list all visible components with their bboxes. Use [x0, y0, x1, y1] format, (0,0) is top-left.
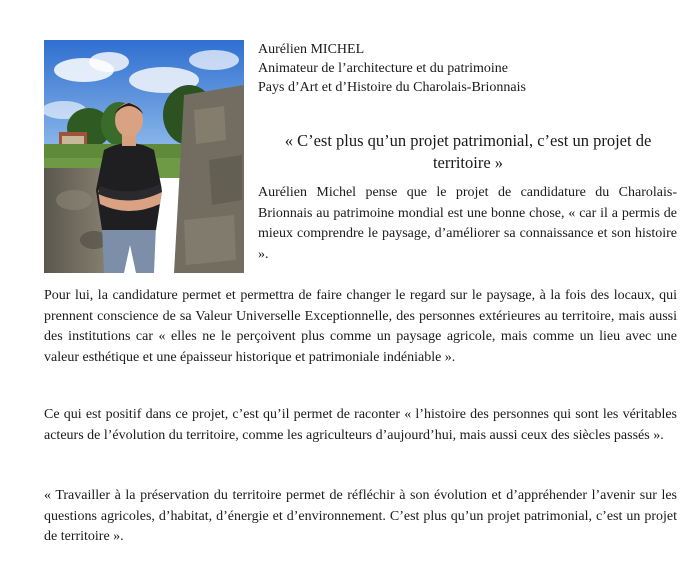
author-name: Aurélien MICHEL: [258, 42, 365, 57]
author-organization: Pays d’Art et d’Histoire du Charolais-Brionnais: [258, 80, 526, 95]
quote-title: « C’est plus qu’un projet patrimonial, c’est un projet de territoire »: [284, 131, 652, 172]
author-role: Animateur de l’architecture et du patrimoine: [258, 61, 508, 76]
intro-paragraph: Aurélien Michel pense que le projet de candidature du Charolais-Brionnais au patrimoine mondial est une bonne chose, « car il a permis de mieux comprendre le paysage, d’améliorer sa connaissance et son histoire ».: [258, 185, 677, 262]
body-paragraph-3: « Travailler à la préservation du territoire permet de réfléchir à son évolution et d’appréhender l’avenir sur les questions agricoles, d’habitat, d’énergie et d’environnement. C’est plus qu’un projet patrimonial, c’est un projet de territoire ».: [44, 488, 677, 544]
portrait-photo: [44, 40, 244, 273]
body-paragraph-2: Ce qui est positif dans ce projet, c’est qu’il permet de raconter « l’histoire des personnes qui sont les véritables acteurs de l’évolution du territoire, comme les agriculteurs d’aujourd’hui, mais aussi ceux des siècles passés ».: [44, 407, 677, 443]
body-paragraph-1: Pour lui, la candidature permet et permettra de faire changer le regard sur le paysage, à la fois des locaux, qui prennent conscience de sa Valeur Universelle Exceptionnelle, des personnes extérieures au territoire, mais aussi des institutions car « elles ne le perçoivent plus comme un paysage agricole, mais comme un lieu avec une valeur esthétique et une épaisseur historique et patrimoniale indéniable ».: [44, 288, 677, 365]
author-header: [258, 40, 678, 97]
